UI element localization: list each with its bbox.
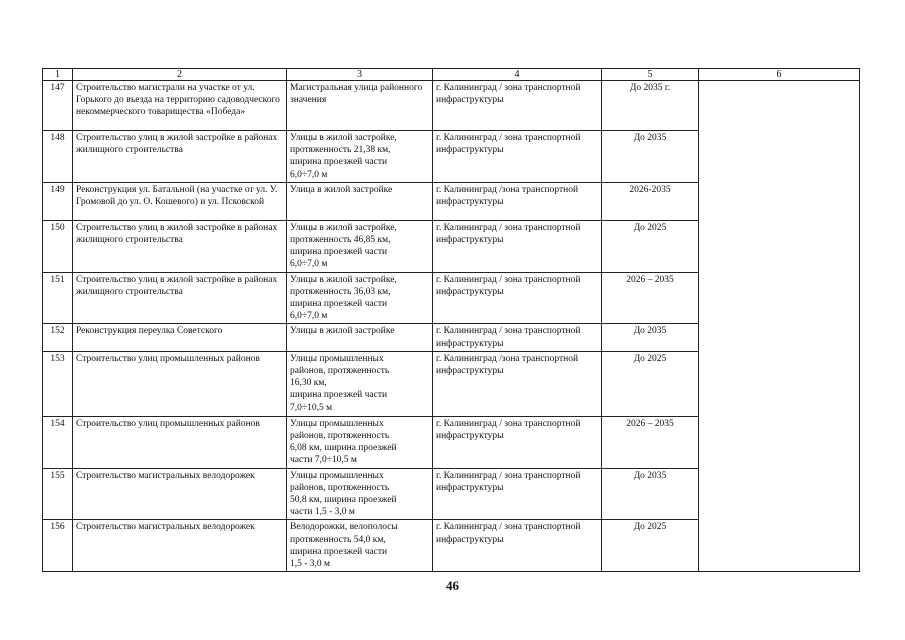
object-location: г. Калининград / зона транспортной инфраструктуры xyxy=(433,220,602,272)
row-number: 153 xyxy=(43,351,73,416)
object-name: Строительство магистрали на участке от ул. Горького до въезда на территорию садоводческого некоммерческого товарищества «Победа» xyxy=(73,81,287,131)
object-location: г. Калининград / зона транспортной инфраструктуры xyxy=(433,520,602,572)
object-description: Улицы в жилой застройке, протяженность 36,03 км, ширина проезжей части 6,0÷7,0 м xyxy=(287,272,433,324)
row-number: 154 xyxy=(43,416,73,468)
header-row xyxy=(43,69,860,81)
row-number: 152 xyxy=(43,324,73,351)
object-description: Улица в жилой застройке xyxy=(287,182,433,220)
object-name: Реконструкция ул. Батальной (на участке от ул. У. Громовой до ул. О. Кошевого) и ул. Псковской xyxy=(73,182,287,220)
object-name: Реконструкция переулка Советского xyxy=(73,324,287,351)
object-description: Велодорожки, велополосы протяженность 54,0 км, ширина проезжей части 1,5 - 3,0 м xyxy=(287,520,433,572)
column-header: 1 xyxy=(43,69,73,81)
object-location: г. Калининград / зона транспортной инфраструктуры xyxy=(433,324,602,351)
object-location: г. Калининград / зона транспортной инфраструктуры xyxy=(433,272,602,324)
object-name: Строительство улиц промышленных районов xyxy=(73,416,287,468)
object-location: г. Калининград / зона транспортной инфраструктуры xyxy=(433,81,602,131)
row-number: 149 xyxy=(43,182,73,220)
notes-cell xyxy=(699,81,860,572)
object-description: Улицы в жилой застройке, протяженность 21,38 км, ширина проезжей части 6,0÷7,0 м xyxy=(287,131,433,183)
implementation-term: 2026-2035 xyxy=(602,182,699,220)
table-row xyxy=(43,81,860,131)
object-description: Улицы в жилой застройке xyxy=(287,324,433,351)
object-name: Строительство улиц промышленных районов xyxy=(73,351,287,416)
implementation-term: 2026 – 2035 xyxy=(602,272,699,324)
column-header: 5 xyxy=(602,69,699,81)
object-name: Строительство улиц в жилой застройке в районах жилищного строительства xyxy=(73,131,287,183)
column-header: 2 xyxy=(73,69,287,81)
row-number: 151 xyxy=(43,272,73,324)
object-description: Магистральная улица районного значения xyxy=(287,81,433,131)
row-number: 156 xyxy=(43,520,73,572)
object-name: Строительство магистральных велодорожек xyxy=(73,468,287,520)
implementation-term: До 2025 xyxy=(602,220,699,272)
row-number: 155 xyxy=(43,468,73,520)
object-name: Строительство улиц в жилой застройке в районах жилищного строительства xyxy=(73,220,287,272)
implementation-term: До 2035 xyxy=(602,324,699,351)
object-name: Строительство улиц в жилой застройке в районах жилищного строительства xyxy=(73,272,287,324)
implementation-term: 2026 – 2035 xyxy=(602,416,699,468)
row-number: 148 xyxy=(43,131,73,183)
row-number: 147 xyxy=(43,81,73,131)
column-header: 3 xyxy=(287,69,433,81)
implementation-term: До 2035 xyxy=(602,131,699,183)
infrastructure-table xyxy=(42,68,860,572)
implementation-term: До 2035 г. xyxy=(602,81,699,131)
page-number: 46 xyxy=(446,578,459,593)
row-number: 150 xyxy=(43,220,73,272)
implementation-term: До 2025 xyxy=(602,351,699,416)
object-location: г. Калининград / зона транспортной инфраструктуры xyxy=(433,468,602,520)
object-description: Улицы промышленных районов, протяженность 6,08 км, ширина проезжей части 7,0÷10,5 м xyxy=(287,416,433,468)
column-header: 6 xyxy=(699,69,860,81)
implementation-term: До 2035 xyxy=(602,468,699,520)
object-name: Строительство магистральных велодорожек xyxy=(73,520,287,572)
implementation-term: До 2025 xyxy=(602,520,699,572)
object-description: Улицы промышленных районов, протяженность 16,30 км, ширина проезжей части 7,0÷10,5 м xyxy=(287,351,433,416)
column-header: 4 xyxy=(433,69,602,81)
object-location: г. Калининград /зона транспортной инфраструктуры xyxy=(433,182,602,220)
object-description: Улицы промышленных районов, протяженность 50,8 км, ширина проезжей части 1,5 - 3,0 м xyxy=(287,468,433,520)
object-description: Улицы в жилой застройке, протяженность 46,85 км, ширина проезжей части 6,0÷7,0 м xyxy=(287,220,433,272)
object-location: г. Калининград / зона транспортной инфраструктуры xyxy=(433,131,602,183)
object-location: г. Калининград /зона транспортной инфраструктуры xyxy=(433,351,602,416)
object-location: г. Калининград / зона транспортной инфраструктуры xyxy=(433,416,602,468)
